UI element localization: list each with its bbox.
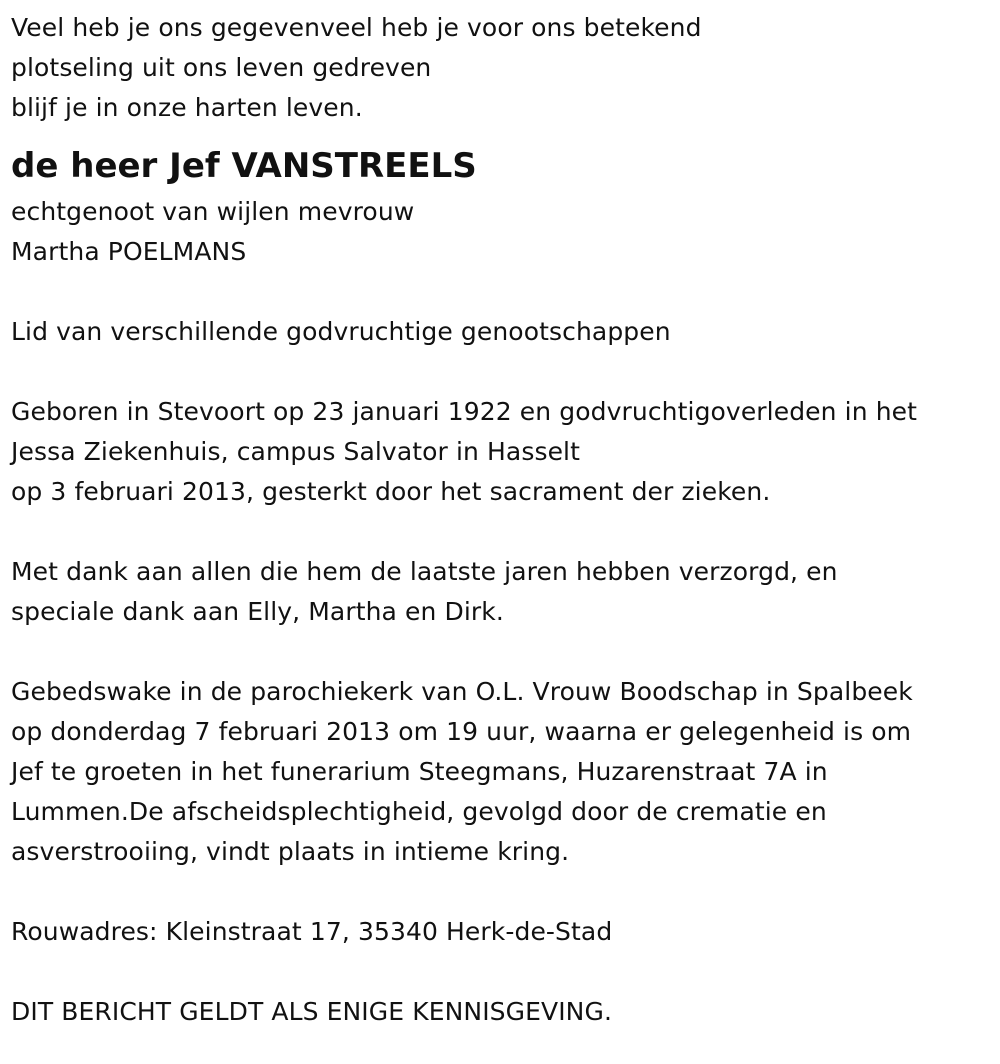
poem-line: blijf je in onze harten leven. — [11, 93, 363, 122]
poem-line: plotseling uit ons leven gedreven — [11, 53, 432, 82]
paragraph-line: op 3 februari 2013, gesterkt door het sacrament der zieken. — [11, 477, 771, 506]
paragraph-line: Jessa Ziekenhuis, campus Salvator in Hasselt — [11, 437, 580, 466]
paragraph-line: asverstrooiing, vindt plaats in intieme kring. — [11, 837, 570, 866]
paragraph-line: Met dank aan allen die hem de laatste jaren hebben verzorgd, en — [11, 557, 838, 586]
ceremony-paragraph — [11, 672, 1000, 872]
deceased-name: de heer Jef VANSTREELS — [11, 146, 477, 186]
mourning-address: Rouwadres: Kleinstraat 17, 35340 Herk-de-Stad — [11, 917, 613, 946]
membership-text: Lid van verschillende godvruchtige genootschappen — [11, 317, 671, 346]
poem-line: Veel heb je ons gegevenveel heb je voor ons betekend — [11, 13, 702, 42]
paragraph-line: op donderdag 7 februari 2013 om 19 uur, waarna er gelegenheid is om — [11, 717, 912, 746]
thanks-paragraph — [11, 552, 1000, 632]
paragraph-line: Jef te groeten in het funerarium Steegmans, Huzarenstraat 7A in — [11, 757, 828, 786]
paragraph-line: speciale dank aan Elly, Martha en Dirk. — [11, 597, 504, 626]
paragraph-line: Lummen.De afscheidsplechtigheid, gevolgd door de crematie en — [11, 797, 827, 826]
birth-death-paragraph — [11, 392, 1000, 512]
spouse-line: echtgenoot van wijlen mevrouw — [11, 197, 415, 226]
spouse-name: Martha POELMANS — [11, 237, 247, 266]
poem — [11, 8, 1000, 128]
paragraph-line: Geboren in Stevoort op 23 januari 1922 en godvruchtigoverleden in het — [11, 397, 918, 426]
paragraph-line: Gebedswake in de parochiekerk van O.L. Vrouw Boodschap in Spalbeek — [11, 677, 913, 706]
notice-text: DIT BERICHT GELDT ALS ENIGE KENNISGEVING. — [11, 997, 612, 1026]
